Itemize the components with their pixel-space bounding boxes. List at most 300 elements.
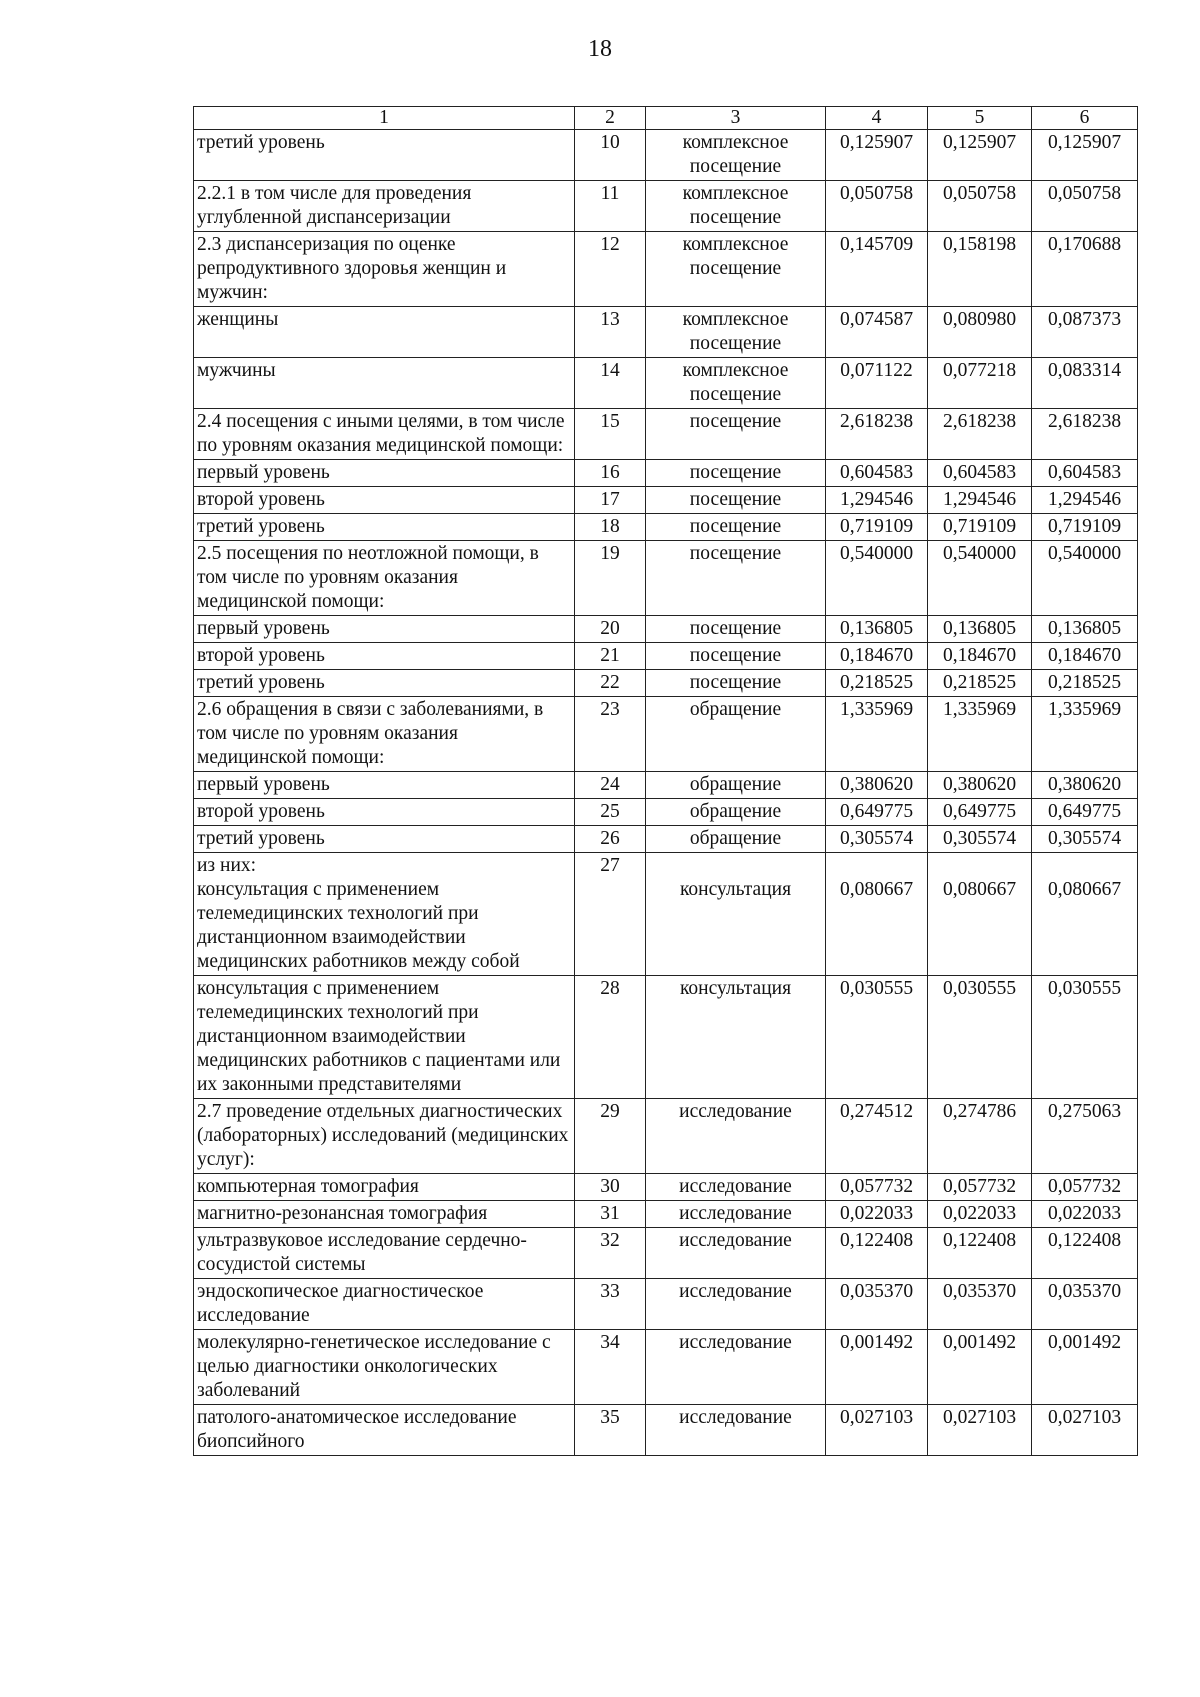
table-row [194,1279,1138,1330]
row-name-cell [194,1201,575,1228]
row-unit-cell [646,358,826,409]
row-value-3: 0,083314 [1047,360,1122,381]
header-col-2: 2 [575,107,646,130]
row-name: первый уровень [197,462,330,483]
row-name: второй уровень [197,489,325,510]
row-value-1-cell [826,232,928,307]
row-unit: комплексное посещение [682,234,789,279]
row-unit: обращение [689,828,782,849]
table-row [194,409,1138,460]
row-value-3-cell [1032,460,1138,487]
row-unit-cell [646,1279,826,1330]
row-value-2: 0,080980 [942,309,1017,330]
row-value-1-cell [826,514,928,541]
table-row [194,1174,1138,1201]
row-unit: посещение [689,411,782,432]
row-name-cell [194,1405,575,1456]
row-unit: посещение [689,672,782,693]
row-unit-cell [646,1330,826,1405]
row-unit-cell [646,541,826,616]
row-value-2: 0,022033 [942,1203,1017,1224]
row-name-cell [194,799,575,826]
row-value-1: 2,618238 [839,411,914,432]
row-name-cell [194,232,575,307]
row-unit-cell [646,772,826,799]
header-col-4: 4 [826,107,928,130]
row-value-3-cell [1032,799,1138,826]
row-value-2-cell [928,616,1032,643]
row-value-1: 0,305574 [839,828,914,849]
row-value-2: 0,080667 [942,879,1017,900]
row-number: 31 [575,1201,646,1228]
row-value-2: 0,380620 [942,774,1017,795]
row-number: 10 [575,130,646,181]
table-row [194,616,1138,643]
row-value-3-cell [1032,826,1138,853]
row-value-1: 0,057732 [839,1176,914,1197]
row-unit: исследование [679,1407,792,1428]
row-value-1: 0,122408 [839,1230,914,1251]
row-name-cell [194,460,575,487]
row-name: эндоскопическое диагностическое исследование [197,1281,484,1326]
row-value-2-cell [928,799,1032,826]
row-value-2-cell [928,772,1032,799]
row-value-3-cell [1032,181,1138,232]
row-name-cell [194,826,575,853]
row-value-2-cell [928,643,1032,670]
row-value-2: 0,184670 [942,645,1017,666]
row-name-cell [194,1174,575,1201]
row-value-1: 0,540000 [839,543,914,564]
row-value-1-cell [826,1405,928,1456]
table-row [194,358,1138,409]
row-name-cell [194,541,575,616]
table-row [194,130,1138,181]
table-row [194,670,1138,697]
table-row [194,1201,1138,1228]
row-value-1-cell [826,181,928,232]
row-value-3: 0,305574 [1047,828,1122,849]
row-name: 2.5 посещения по неотложной помощи, в том числе по уровням оказания медицинской помощи: [197,543,539,612]
row-unit-cell [646,1405,826,1456]
row-value-3-cell [1032,541,1138,616]
table-row [194,643,1138,670]
row-value-2: 0,604583 [942,462,1017,483]
row-number: 21 [575,643,646,670]
row-name: консультация с применением телемедицинских технологий при дистанционном взаимодействии медицинских работников между собой [197,879,520,972]
table-row [194,799,1138,826]
row-number: 11 [575,181,646,232]
row-value-2-cell [928,826,1032,853]
row-value-1: 1,335969 [839,699,914,720]
row-name: мужчины [197,360,276,381]
row-number: 26 [575,826,646,853]
table-row [194,181,1138,232]
row-value-2: 0,027103 [942,1407,1017,1428]
row-value-3: 0,122408 [1047,1230,1122,1251]
row-value-3-cell [1032,772,1138,799]
row-unit-cell [646,130,826,181]
row-name-cell [194,514,575,541]
row-value-2-cell [928,1099,1032,1174]
row-value-3: 0,001492 [1047,1332,1122,1353]
header-col-1: 1 [194,107,575,130]
row-value-1: 0,035370 [839,1281,914,1302]
table-row [194,307,1138,358]
row-value-1-cell [826,643,928,670]
spacer [829,854,924,878]
row-number: 29 [575,1099,646,1174]
row-value-1-cell [826,670,928,697]
row-value-1: 0,080667 [839,879,914,900]
row-value-2: 0,719109 [942,516,1017,537]
row-value-2-cell [928,181,1032,232]
row-value-3-cell [1032,1099,1138,1174]
row-value-2-cell [928,541,1032,616]
row-value-3-cell [1032,697,1138,772]
row-unit: исследование [679,1332,792,1353]
row-value-2-cell [928,1330,1032,1405]
spacer [649,854,822,878]
row-value-2-cell [928,460,1032,487]
row-number: 35 [575,1405,646,1456]
row-value-3: 0,218525 [1047,672,1122,693]
row-value-3-cell [1032,358,1138,409]
row-value-1-cell [826,358,928,409]
row-value-1-cell [826,541,928,616]
row-name-cell [194,307,575,358]
row-unit: комплексное посещение [682,360,789,405]
row-value-3: 0,170688 [1047,234,1122,255]
row-number: 25 [575,799,646,826]
header-row [194,107,1138,130]
row-number: 32 [575,1228,646,1279]
row-value-3-cell [1032,670,1138,697]
row-name-cell [194,181,575,232]
row-name: третий уровень [197,672,325,693]
row-value-2: 0,305574 [942,828,1017,849]
row-unit: исследование [679,1101,792,1122]
row-value-2: 0,218525 [942,672,1017,693]
row-value-1-cell [826,130,928,181]
row-number: 15 [575,409,646,460]
row-unit-cell [646,307,826,358]
row-unit: комплексное посещение [682,132,789,177]
row-value-2-cell [928,1405,1032,1456]
row-value-1: 0,184670 [839,645,914,666]
row-value-3: 0,027103 [1047,1407,1122,1428]
row-value-1: 0,380620 [839,774,914,795]
row-value-3-cell [1032,853,1138,976]
row-name: компьютерная томография [197,1176,419,1197]
row-name-cell [194,1279,575,1330]
row-unit-cell [646,460,826,487]
row-unit: консультация [679,978,792,999]
row-name: третий уровень [197,828,325,849]
row-unit-cell [646,826,826,853]
row-number: 33 [575,1279,646,1330]
row-value-2-cell [928,1201,1032,1228]
table-row [194,1405,1138,1456]
row-value-1-cell [826,826,928,853]
row-name-cell [194,670,575,697]
row-name: второй уровень [197,645,325,666]
row-value-1-cell [826,772,928,799]
row-value-2: 0,540000 [942,543,1017,564]
row-unit: исследование [679,1176,792,1197]
row-number: 24 [575,772,646,799]
row-value-2-cell [928,853,1032,976]
row-unit: обращение [689,699,782,720]
row-value-1-cell [826,853,928,976]
row-value-3: 0,719109 [1047,516,1122,537]
row-value-2-cell [928,358,1032,409]
row-unit-cell [646,1201,826,1228]
row-value-3: 0,050758 [1047,183,1122,204]
row-name: магнитно-резонансная томография [197,1203,488,1224]
row-value-3: 0,080667 [1047,879,1122,900]
row-value-3: 1,294546 [1047,489,1122,510]
table-row [194,232,1138,307]
row-unit-cell [646,799,826,826]
row-name-cell [194,616,575,643]
row-value-3-cell [1032,616,1138,643]
row-number: 18 [575,514,646,541]
row-name: 2.6 обращения в связи с заболеваниями, в том числе по уровням оказания медицинской помощи: [197,699,544,768]
table-row [194,853,1138,976]
row-value-3: 0,136805 [1047,618,1122,639]
table-row [194,514,1138,541]
row-name-cell [194,643,575,670]
spacer [1035,854,1134,878]
row-value-2-cell [928,1174,1032,1201]
row-unit-cell [646,514,826,541]
row-unit-cell [646,487,826,514]
row-value-3-cell [1032,1228,1138,1279]
row-value-1: 0,125907 [839,132,914,153]
row-value-3-cell [1032,1279,1138,1330]
row-unit: посещение [689,543,782,564]
row-number: 13 [575,307,646,358]
row-value-2: 0,077218 [942,360,1017,381]
row-value-2: 0,649775 [942,801,1017,822]
row-value-3-cell [1032,487,1138,514]
row-number: 27 [575,853,646,976]
row-value-1: 0,218525 [839,672,914,693]
row-value-1-cell [826,1279,928,1330]
row-value-2-cell [928,670,1032,697]
row-name-cell [194,697,575,772]
row-value-1-cell [826,616,928,643]
row-value-3-cell [1032,232,1138,307]
row-value-2: 0,274786 [942,1101,1017,1122]
row-value-1-cell [826,1228,928,1279]
row-value-1-cell [826,409,928,460]
row-value-3: 0,030555 [1047,978,1122,999]
row-value-3-cell [1032,976,1138,1099]
row-value-3: 0,649775 [1047,801,1122,822]
row-name: 2.3 диспансеризация по оценке репродуктивного здоровья женщин и мужчин: [197,234,507,303]
row-value-3-cell [1032,1201,1138,1228]
row-name: третий уровень [197,132,325,153]
row-name: консультация с применением телемедицинских технологий при дистанционном взаимодействии медицинских работников с пациентами или их законными представителями [197,978,561,1095]
row-value-1: 0,027103 [839,1407,914,1428]
row-value-2-cell [928,130,1032,181]
row-number: 20 [575,616,646,643]
row-name: молекулярно-генетическое исследование с целью диагностики онкологических заболеваний [197,1332,551,1401]
row-unit: посещение [689,489,782,510]
row-value-2-cell [928,232,1032,307]
row-unit-cell [646,409,826,460]
row-value-3: 0,125907 [1047,132,1122,153]
row-unit-cell [646,1099,826,1174]
row-value-1: 0,604583 [839,462,914,483]
row-value-3-cell [1032,130,1138,181]
row-value-1-cell [826,1099,928,1174]
row-value-1-cell [826,1330,928,1405]
row-unit-cell [646,853,826,976]
row-unit: комплексное посещение [682,309,789,354]
row-name-cell [194,409,575,460]
row-name: второй уровень [197,801,325,822]
row-name: 2.4 посещения с иными целями, в том числе по уровням оказания медицинской помощи: [197,411,565,456]
row-value-1-cell [826,697,928,772]
row-value-2-cell [928,1228,1032,1279]
row-value-3-cell [1032,1174,1138,1201]
header-col-5: 5 [928,107,1032,130]
row-name: из них: [197,855,257,876]
row-value-1: 0,001492 [839,1332,914,1353]
row-number: 12 [575,232,646,307]
row-value-1: 0,136805 [839,618,914,639]
row-value-1: 0,071122 [840,360,913,381]
row-unit-cell [646,976,826,1099]
row-name: женщины [197,309,279,330]
row-number: 14 [575,358,646,409]
row-name-cell [194,1099,575,1174]
table-row [194,1330,1138,1405]
table-row [194,976,1138,1099]
row-unit: обращение [689,774,782,795]
row-value-2: 0,057732 [942,1176,1017,1197]
row-value-1-cell [826,1201,928,1228]
row-value-1: 0,145709 [839,234,914,255]
table-body [194,130,1138,1456]
row-value-2: 0,122408 [942,1230,1017,1251]
row-value-2-cell [928,697,1032,772]
row-value-1: 0,274512 [839,1101,914,1122]
row-value-1: 0,074587 [839,309,914,330]
row-value-3-cell [1032,307,1138,358]
row-value-2: 0,158198 [942,234,1017,255]
row-unit-cell [646,697,826,772]
row-number: 28 [575,976,646,1099]
row-unit: комплексное посещение [682,183,789,228]
row-name: патолого-анатомическое исследование биопсийного [197,1407,517,1452]
row-value-2: 0,050758 [942,183,1017,204]
row-name: первый уровень [197,774,330,795]
row-name-cell [194,772,575,799]
row-value-2-cell [928,307,1032,358]
row-value-1-cell [826,1174,928,1201]
table-row [194,460,1138,487]
row-name-cell [194,976,575,1099]
row-unit: обращение [689,801,782,822]
row-value-1: 0,050758 [839,183,914,204]
row-number: 23 [575,697,646,772]
row-name: 2.7 проведение отдельных диагностических (лабораторных) исследований (медицинских услуг): [197,1101,569,1170]
row-name-cell [194,1228,575,1279]
row-unit: консультация [679,879,792,900]
row-value-1: 1,294546 [839,489,914,510]
row-unit: посещение [689,618,782,639]
row-value-2-cell [928,514,1032,541]
row-unit: посещение [689,516,782,537]
row-number: 16 [575,460,646,487]
data-table [193,106,1138,1456]
row-unit: исследование [679,1281,792,1302]
row-value-3: 0,604583 [1047,462,1122,483]
row-value-3: 0,184670 [1047,645,1122,666]
row-value-2: 0,030555 [942,978,1017,999]
row-value-3: 0,022033 [1047,1203,1122,1224]
row-number: 34 [575,1330,646,1405]
row-value-3: 0,540000 [1047,543,1122,564]
row-unit-cell [646,643,826,670]
row-value-2: 0,001492 [942,1332,1017,1353]
spacer [931,854,1028,878]
row-name-cell [194,130,575,181]
row-unit-cell [646,616,826,643]
row-value-2: 2,618238 [942,411,1017,432]
row-unit: посещение [689,645,782,666]
row-value-3-cell [1032,1405,1138,1456]
row-value-2-cell [928,409,1032,460]
row-value-3-cell [1032,1330,1138,1405]
row-value-2: 0,035370 [942,1281,1017,1302]
row-value-3: 0,380620 [1047,774,1122,795]
row-value-3: 0,057732 [1047,1176,1122,1197]
row-unit-cell [646,670,826,697]
row-name: третий уровень [197,516,325,537]
table-row [194,487,1138,514]
row-value-2: 1,294546 [942,489,1017,510]
row-number: 17 [575,487,646,514]
row-number: 22 [575,670,646,697]
row-value-1-cell [826,460,928,487]
row-value-2: 0,136805 [942,618,1017,639]
row-name-cell [194,1330,575,1405]
row-value-1-cell [826,799,928,826]
row-name-cell [194,853,575,976]
row-unit-cell [646,232,826,307]
row-unit-cell [646,1228,826,1279]
header-col-6: 6 [1032,107,1138,130]
row-value-2: 0,125907 [942,132,1017,153]
row-value-1: 0,030555 [839,978,914,999]
table-row [194,697,1138,772]
row-unit: посещение [689,462,782,483]
row-value-1: 0,022033 [839,1203,914,1224]
row-name-cell [194,487,575,514]
row-value-3-cell [1032,643,1138,670]
row-unit: исследование [679,1230,792,1251]
row-value-3: 0,275063 [1047,1101,1122,1122]
row-name: 2.2.1 в том числе для проведения углубленной диспансеризации [197,183,472,228]
table-row [194,1228,1138,1279]
row-value-3-cell [1032,514,1138,541]
row-unit: исследование [679,1203,792,1224]
